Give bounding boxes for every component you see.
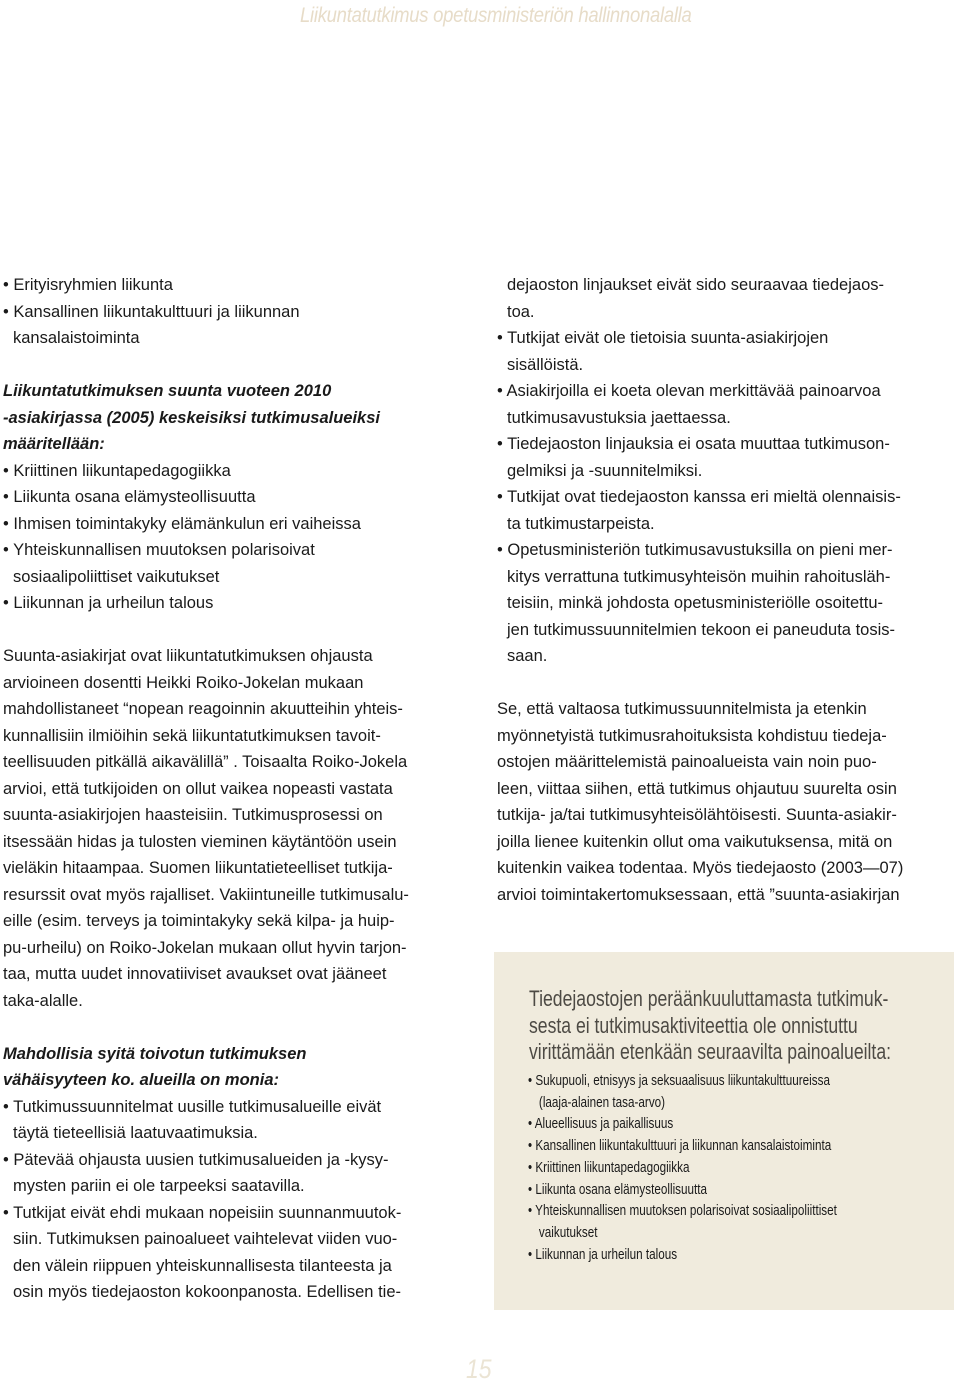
paragraph-gap <box>497 670 957 697</box>
left-column-text-line: • Tutkijat eivät ehdi mukaan nopeisiin suunnanmuutok- <box>3 1203 402 1222</box>
right-column-text-line: ostojen määrittelemistä painoalueista vain noin puo- <box>497 753 877 771</box>
left-column-text-line: sosiaalipoliittiset vaikutukset <box>13 567 220 586</box>
left-column-text-line: den välein riippuen yhteiskunnallisesta tilanteesta ja <box>13 1256 392 1275</box>
left-column-text-line: • Tutkimussuunnitelmat uusille tutkimusalueille eivät <box>3 1097 382 1116</box>
sidebar-title-line: sesta ei tutkimusaktiviteettia ole onnistuttu <box>529 1012 858 1038</box>
sidebar-list-item: (laaja-alainen tasa-arvo) <box>538 1093 666 1111</box>
right-column-text-line: • Tutkijat eivät ole tietoisia suunta-asiakirjojen <box>497 329 829 347</box>
right-column-text-line: ta tutkimustarpeista. <box>507 514 655 533</box>
left-column-text-line: mahdollistaneet “nopean reagoinnin akuutteihin yhteis- <box>3 700 403 718</box>
left-column-text-line: kunnallisiin ilmiöihin sekä liikuntatutkimuksen tavoit- <box>3 726 381 745</box>
left-column-text-line: vieläkin hitaampaa. Suomen liikuntatieteelliset tutkija- <box>3 859 393 877</box>
sidebar-list-item: • Kansallinen liikuntakulttuuri ja liikunnan kansalaistoiminta <box>528 1137 832 1155</box>
left-column <box>3 272 463 1306</box>
left-column-heading-line: vähäisyyteen ko. alueilla on monia: <box>3 1071 280 1089</box>
left-column-heading-line: määritellään: <box>3 435 105 453</box>
left-column-text-line: taa, mutta uudet innovatiiviset avaukset ovat jääneet <box>3 965 387 983</box>
sidebar-title-line: Tiedejaostojen peräänkuuluttamasta tutkimuk- <box>529 986 889 1011</box>
paragraph-gap <box>3 352 463 379</box>
left-column-text-line: • Liikunnan ja urheilun talous <box>3 594 214 612</box>
right-column-text-line: Se, että valtaosa tutkimussuunnitelmista ja etenkin <box>497 700 867 718</box>
left-column-text-line: mysten pariin ei ole tarpeeksi saatavilla. <box>13 1177 305 1195</box>
left-column-text-line: • Yhteiskunnallisen muutoksen polarisoivat <box>3 541 315 559</box>
left-column-text-line: kansalaistoiminta <box>13 329 140 347</box>
right-column-text-line: joilla lienee kuitenkin ollut oma vaikutuksensa, mitä on <box>497 832 893 851</box>
left-column-text-line: arvioi, että tutkijoiden on ollut vaikea nopeasti vastata <box>3 779 393 798</box>
left-column-text-line: itsessään hidas ja tulosten vieminen käytäntöön usein <box>3 832 397 851</box>
left-column-heading-line: Mahdollisia syitä toivotun tutkimuksen <box>3 1044 307 1063</box>
right-column-text-line: • Opetusministeriön tutkimusavustuksilla on pieni mer- <box>497 541 893 559</box>
left-column-heading-line: Liikuntatutkimuksen suunta vuoteen 2010 <box>3 382 332 400</box>
sidebar-list-item: • Liikunnan ja urheilun talous <box>528 1245 678 1263</box>
right-column-text-line: • Tiedejaoston linjauksia ei osata muuttaa tutkimuson- <box>497 435 890 453</box>
sidebar-list-item: • Sukupuoli, etnisyys ja seksuaalisuus liikuntakulttuureissa <box>528 1072 830 1089</box>
left-column-text-line: Suunta-asiakirjat ovat liikuntatutkimuksen ohjausta <box>3 647 373 665</box>
left-column-text-line: • Kriittinen liikuntapedagogiikka <box>3 461 231 480</box>
sidebar-title-line: virittämään etenkään seuraavilta painoalueilta: <box>529 1039 892 1064</box>
right-column-text-line: sisällöistä. <box>507 355 584 374</box>
right-column-text-line: • Tutkijat ovat tiedejaoston kanssa eri mieltä olennaisis- <box>497 488 901 506</box>
left-column-text-line: • Erityisryhmien liikunta <box>3 276 173 294</box>
left-column-text-line: siin. Tutkimuksen painoalueet vaihtelevat viiden vuo- <box>13 1230 398 1248</box>
right-column-text-line: jen tutkimussuunnitelmien tekoon ei paneuduta tosis- <box>507 620 895 639</box>
left-column-text-line: suunta-asiakirjojen haasteisiin. Tutkimusprosessi on <box>3 806 383 824</box>
page-number: 15 <box>466 1354 492 1384</box>
right-column-text-line: kuitenkin vaikea todentaa. Myös tiedejaosto (2003—07) <box>497 859 904 877</box>
left-column-text-line: • Ihmisen toimintakyky elämänkulun eri vaiheissa <box>3 514 361 533</box>
right-column-text-line: tutkimusavustuksia jaettaessa. <box>507 408 731 427</box>
left-column-heading-line: -asiakirjassa (2005) keskeisiksi tutkimusalueiksi <box>3 408 380 427</box>
right-column <box>497 272 957 908</box>
right-column-text-line: leen, viittaa siihen, että tutkimus ohjautuu suurelta osin <box>497 779 897 798</box>
left-column-text-line: osin myös tiedejaoston kokoonpanosta. Edellisen tie- <box>13 1283 401 1301</box>
left-column-text-line: täytä tieteellisiä laatuvaatimuksia. <box>13 1124 258 1142</box>
left-column-text-line: arvioineen dosentti Heikki Roiko-Jokelan mukaan <box>3 673 364 692</box>
sidebar-list-item: • Yhteiskunnallisen muutoksen polarisoivat sosiaalipoliittiset <box>528 1202 837 1220</box>
running-header: Liikuntatutkimus opetusministeriön hallinnonalalla <box>300 4 692 27</box>
left-column-text-line: pu-urheilu) on Roiko-Jokelan mukaan ollut hyvin tarjon- <box>3 938 407 957</box>
right-column-text-line: teisiin, minkä johdosta opetusministeriölle osoitettu- <box>507 594 884 612</box>
left-column-text-line: • Kansallinen liikuntakulttuuri ja liikunnan <box>3 302 300 321</box>
right-column-text-line: dejaoston linjaukset eivät sido seuraavaa tiedejaos- <box>507 276 884 294</box>
right-column-text-line: gelmiksi ja -suunnitelmiksi. <box>507 461 703 480</box>
sidebar-list <box>528 1070 934 1265</box>
left-column-text-line: taka-alalle. <box>3 991 83 1010</box>
right-column-text-line: arvioi toimintakertomuksessaan, että ”suunta-asiakirjan <box>497 885 900 904</box>
left-column-text-line: resurssit ovat myös rajalliset. Vakiintuneille tutkimusalu- <box>3 885 409 904</box>
left-column-text-line: • Liikunta osana elämysteollisuutta <box>3 488 256 506</box>
paragraph-gap <box>3 617 463 644</box>
paragraph-gap <box>3 1014 463 1041</box>
right-column-text-line: myönnetyistä tutkimusrahoituksista kohdistuu tiedeja- <box>497 726 887 745</box>
sidebar-list-item: • Kriittinen liikuntapedagogiikka <box>528 1158 690 1176</box>
right-column-text-line: saan. <box>507 647 548 665</box>
sidebar-box <box>494 952 954 1310</box>
left-column-text-line: • Pätevää ohjausta uusien tutkimusalueiden ja -kysy- <box>3 1150 389 1169</box>
left-column-text-line: eille (esim. terveys ja toimintakyky sekä kilpa- ja huip- <box>3 912 395 930</box>
left-column-text-line: teellisuuden pitkällä aikavälillä” . Toisaalta Roiko-Jokela <box>3 753 408 771</box>
sidebar-list-item: vaikutukset <box>538 1223 598 1241</box>
right-column-text-line: kitys verrattuna tutkimusyhteisön muihin rahoitusläh- <box>507 567 891 586</box>
sidebar-title <box>529 986 892 1066</box>
sidebar-list-item: • Liikunta osana elämysteollisuutta <box>528 1180 708 1198</box>
right-column-text-line: toa. <box>507 302 535 321</box>
sidebar-list-item: • Alueellisuus ja paikallisuus <box>528 1115 674 1133</box>
right-column-text-line: • Asiakirjoilla ei koeta olevan merkittävää painoarvoa <box>497 382 881 400</box>
right-column-text-line: tutkija- ja/tai tutkimusyhteisölähtöisesti. Suunta-asiakir- <box>497 806 897 824</box>
